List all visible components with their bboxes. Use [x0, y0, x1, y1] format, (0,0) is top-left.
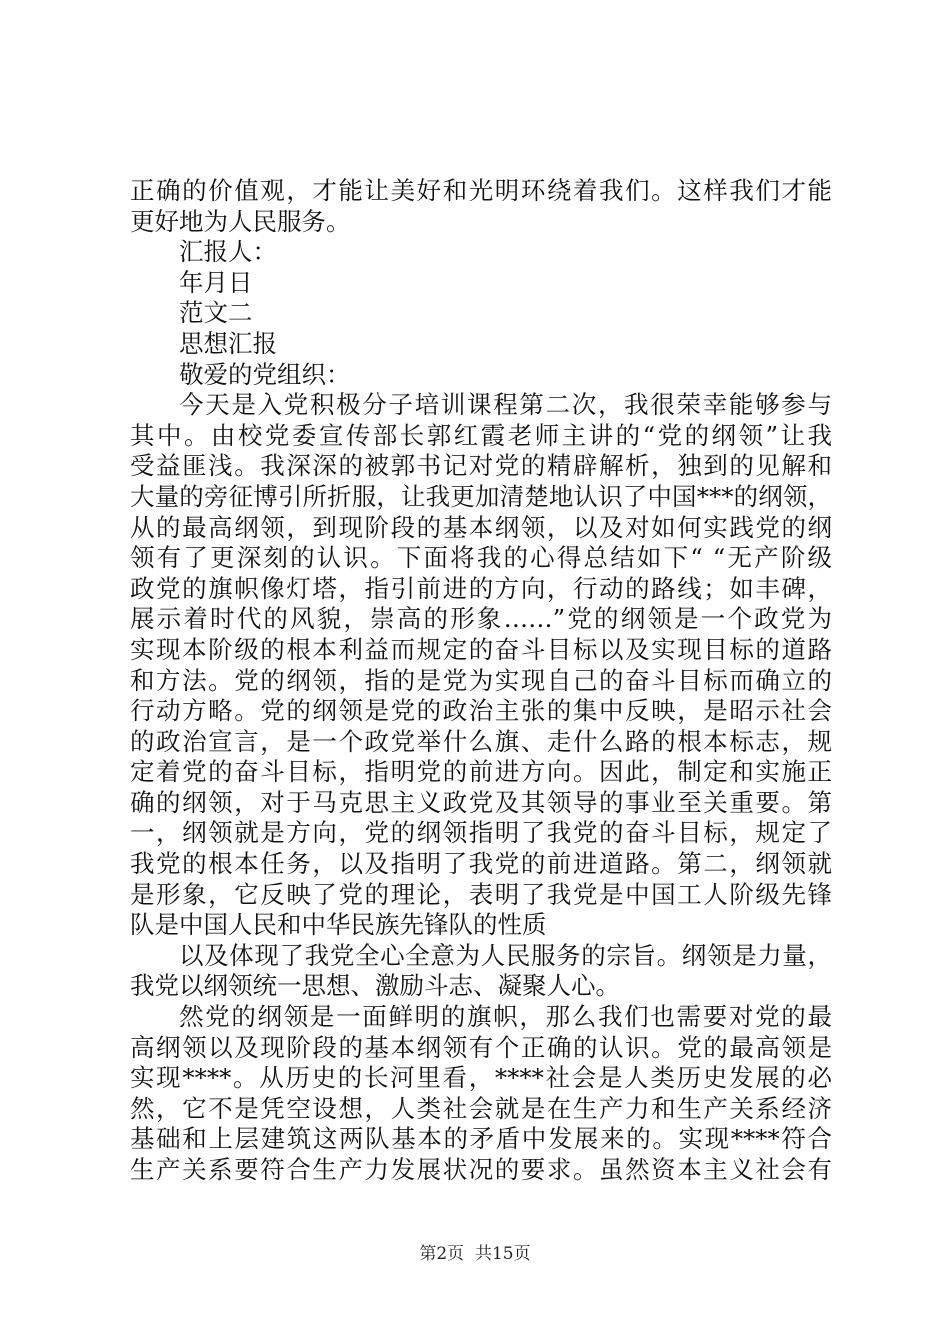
text-line: 是形象，它反映了党的理论，表明了我党是中国工人阶级先锋 [130, 879, 832, 909]
text-line: 其中。由校党委宣传部长郭红霞老师主讲的“党的纲领”让我 [130, 420, 832, 450]
text-line: 和方法。党的纲领，指的是党为实现自己的奋斗目标而确立的 [130, 665, 832, 695]
text-line: 年月日 [179, 267, 253, 297]
text-line: 思想汇报 [179, 328, 277, 358]
text-line: 大量的旁征博引所折服，让我更加清楚地认识了中国***的纲领， [130, 481, 832, 511]
text-line: 队是中国人民和中华民族先锋队的性质 [130, 910, 547, 940]
text-line: 然，它不是凭空设想，人类社会就是在生产力和生产关系经济 [130, 1093, 832, 1123]
text-line: 我党以纲领统一思想、激励斗志、凝聚人心。 [130, 971, 620, 1001]
text-line: 的政治宣言，是一个政党举什么旗、走什么路的根本标志，规 [130, 726, 832, 756]
text-line: 实现本阶级的根本利益而规定的奋斗目标以及实现目标的道路 [130, 634, 832, 664]
text-line: 今天是入党积极分子培训课程第二次，我很荣幸能够参与 [179, 390, 832, 420]
text-line: 然党的纲领是一面鲜明的旗帜，那么我们也需要对党的最 [179, 1002, 832, 1032]
text-line: 实现****。从历史的长河里看，****社会是人类历史发展的必 [130, 1063, 832, 1093]
text-line: 正确的价值观，才能让美好和光明环绕着我们。这样我们才能 [130, 176, 832, 205]
text-line: 高纲领以及现阶段的基本纲领有个正确的认识。党的最高领是 [130, 1032, 832, 1062]
text-line: 范文二 [179, 298, 253, 328]
page-footer: 第2页 共15页 [419, 1244, 531, 1264]
text-line: 一，纲领就是方向，党的纲领指明了我党的奋斗目标，规定了 [130, 818, 832, 848]
text-line: 政党的旗帜像灯塔，指引前进的方向，行动的路线；如丰碑， [130, 573, 832, 603]
text-line: 从的最高纲领，到现阶段的基本纲领，以及对如何实践党的纲 [130, 512, 832, 542]
text-line: 汇报人： [179, 237, 277, 267]
text-line: 展示着时代的风貌，崇高的形象……”党的纲领是一个政党为 [130, 604, 832, 634]
text-line: 更好地为人民服务。 [130, 206, 351, 236]
text-line: 行动方略。党的纲领是党的政治主张的集中反映，是昭示社会 [130, 696, 832, 726]
text-line: 定着党的奋斗目标，指明党的前进方向。因此，制定和实施正 [130, 757, 832, 787]
text-line: 生产关系要符合生产力发展状况的要求。虽然资本主义社会有 [130, 1155, 832, 1184]
text-line: 确的纲领，对于马克思主义政党及其领导的事业至关重要。第 [130, 787, 832, 817]
text-line: 敬爱的党组织： [179, 359, 351, 389]
text-line: 以及体现了我党全心全意为人民服务的宗旨。纲领是力量， [179, 940, 832, 970]
text-line: 受益匪浅。我深深的被郭书记对党的精辟解析，独到的见解和 [130, 451, 832, 481]
text-line: 我党的根本任务，以及指明了我党的前进道路。第二，纲领就 [130, 849, 832, 879]
text-line: 基础和上层建筑这两队基本的矛盾中发展来的。实现****符合 [130, 1124, 832, 1154]
text-line: 领有了更深刻的认识。下面将我的心得总结如下“ “无产阶级 [130, 543, 832, 573]
body-text [130, 176, 832, 1186]
